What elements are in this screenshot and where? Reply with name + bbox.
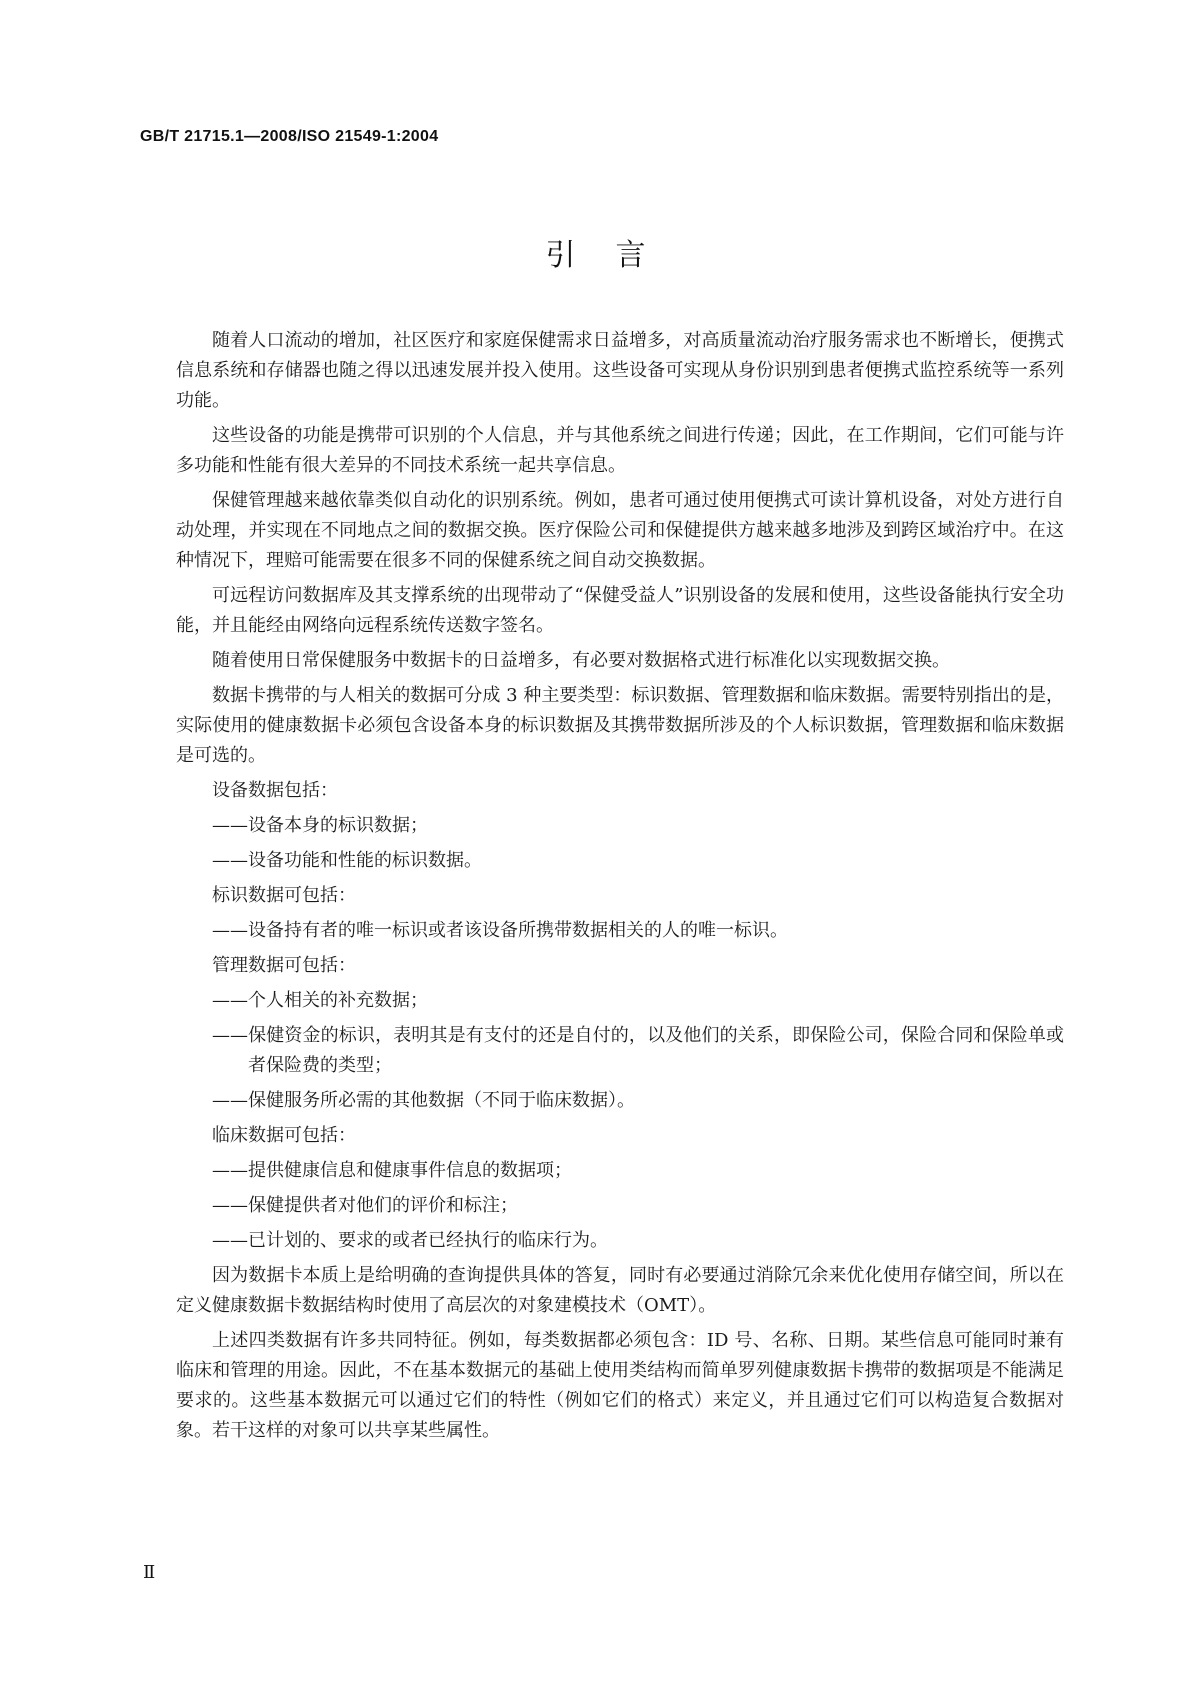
list-dash: —— bbox=[212, 920, 248, 941]
list-item bbox=[176, 1191, 1064, 1221]
list-item bbox=[176, 916, 1064, 946]
list-item bbox=[176, 1156, 1064, 1186]
paragraph: 这些设备的功能是携带可识别的个人信息，并与其他系统之间进行传递；因此，在工作期间，它们可能与许多功能和性能有很大差异的不同技术系统一起共享信息。 bbox=[176, 425, 1064, 476]
list-item bbox=[176, 846, 1064, 876]
paragraph: 随着使用日常保健服务中数据卡的日益增多，有必要对数据格式进行标准化以实现数据交换。 bbox=[212, 650, 950, 671]
list-item-text: 设备功能和性能的标识数据。 bbox=[248, 850, 482, 871]
list-dash: —— bbox=[212, 1195, 248, 1216]
list-item bbox=[176, 811, 1064, 841]
list-item bbox=[176, 986, 1064, 1016]
paragraph: 上述四类数据有许多共同特征。例如，每类数据都必须包含：ID 号、名称、日期。某些信息可能同时兼有临床和管理的用途。因此，不在基本数据元的基础上使用类结构而简单罗列健康数据卡携带的数据项是不能满足要求的。这些基本数据元可以通过它们的特性（例如它们的格式）来定义，并且通过它们可以构造复合数据对象。若干这样的对象可以共享某些属性。 bbox=[176, 1330, 1064, 1441]
list-heading-identification-data: 标识数据可包括： bbox=[212, 885, 356, 906]
list-item bbox=[176, 1086, 1064, 1116]
list-heading-device-data: 设备数据包括： bbox=[212, 780, 338, 801]
list-dash: —— bbox=[212, 990, 248, 1011]
page-title: 引言 bbox=[545, 238, 686, 273]
list-item-text: 设备本身的标识数据； bbox=[248, 815, 428, 836]
list-item-text: 保健提供者对他们的评价和标注； bbox=[248, 1195, 518, 1216]
paragraph: 随着人口流动的增加，社区医疗和家庭保健需求日益增多，对高质量流动治疗服务需求也不断增长，便携式信息系统和存储器也随之得以迅速发展并投入使用。这些设备可实现从身份识别到患者便携式监控系统等一系列功能。 bbox=[176, 330, 1064, 411]
list-item-text: 提供健康信息和健康事件信息的数据项； bbox=[248, 1160, 572, 1181]
list-item-text: 保健资金的标识，表明其是有支付的还是自付的，以及他们的关系，即保险公司，保险合同和保险单或者保险费的类型； bbox=[248, 1025, 1064, 1076]
document-id-header: GB/T 21715.1—2008/ISO 21549-1:2004 bbox=[140, 128, 439, 145]
list-dash: —— bbox=[212, 850, 248, 871]
list-dash: —— bbox=[212, 815, 248, 836]
list-item bbox=[176, 1226, 1064, 1256]
list-item-text: 设备持有者的唯一标识或者该设备所携带数据相关的人的唯一标识。 bbox=[248, 920, 788, 941]
list-item-text: 个人相关的补充数据； bbox=[248, 990, 428, 1011]
page-number: Ⅱ bbox=[143, 1562, 156, 1582]
document-body bbox=[176, 326, 1064, 1451]
list-dash: —— bbox=[212, 1230, 248, 1251]
list-item bbox=[176, 1021, 1064, 1081]
list-dash: —— bbox=[212, 1090, 248, 1111]
paragraph: 因为数据卡本质上是给明确的查询提供具体的答复，同时有必要通过消除冗余来优化使用存储空间，所以在定义健康数据卡数据结构时使用了高层次的对象建模技术（OMT）。 bbox=[176, 1265, 1064, 1316]
paragraph: 保健管理越来越依靠类似自动化的识别系统。例如，患者可通过使用便携式可读计算机设备，对处方进行自动处理，并实现在不同地点之间的数据交换。医疗保险公司和保健提供方越来越多地涉及到跨区域治疗中。在这种情况下，理赔可能需要在很多不同的保健系统之间自动交换数据。 bbox=[176, 490, 1064, 571]
paragraph: 数据卡携带的与人相关的数据可分成 3 种主要类型：标识数据、管理数据和临床数据。需要特别指出的是，实际使用的健康数据卡必须包含设备本身的标识数据及其携带数据所涉及的个人标识数据，管理数据和临床数据是可选的。 bbox=[176, 685, 1064, 766]
list-heading-admin-data: 管理数据可包括： bbox=[212, 955, 356, 976]
paragraph: 可远程访问数据库及其支撑系统的出现带动了“保健受益人”识别设备的发展和使用，这些设备能执行安全功能，并且能经由网络向远程系统传送数字签名。 bbox=[176, 585, 1064, 636]
list-heading-clinical-data: 临床数据可包括： bbox=[212, 1125, 356, 1146]
list-dash: —— bbox=[212, 1160, 248, 1181]
list-item-text: 已计划的、要求的或者已经执行的临床行为。 bbox=[248, 1230, 608, 1251]
list-dash: —— bbox=[212, 1025, 248, 1046]
list-item-text: 保健服务所必需的其他数据（不同于临床数据）。 bbox=[248, 1090, 635, 1111]
